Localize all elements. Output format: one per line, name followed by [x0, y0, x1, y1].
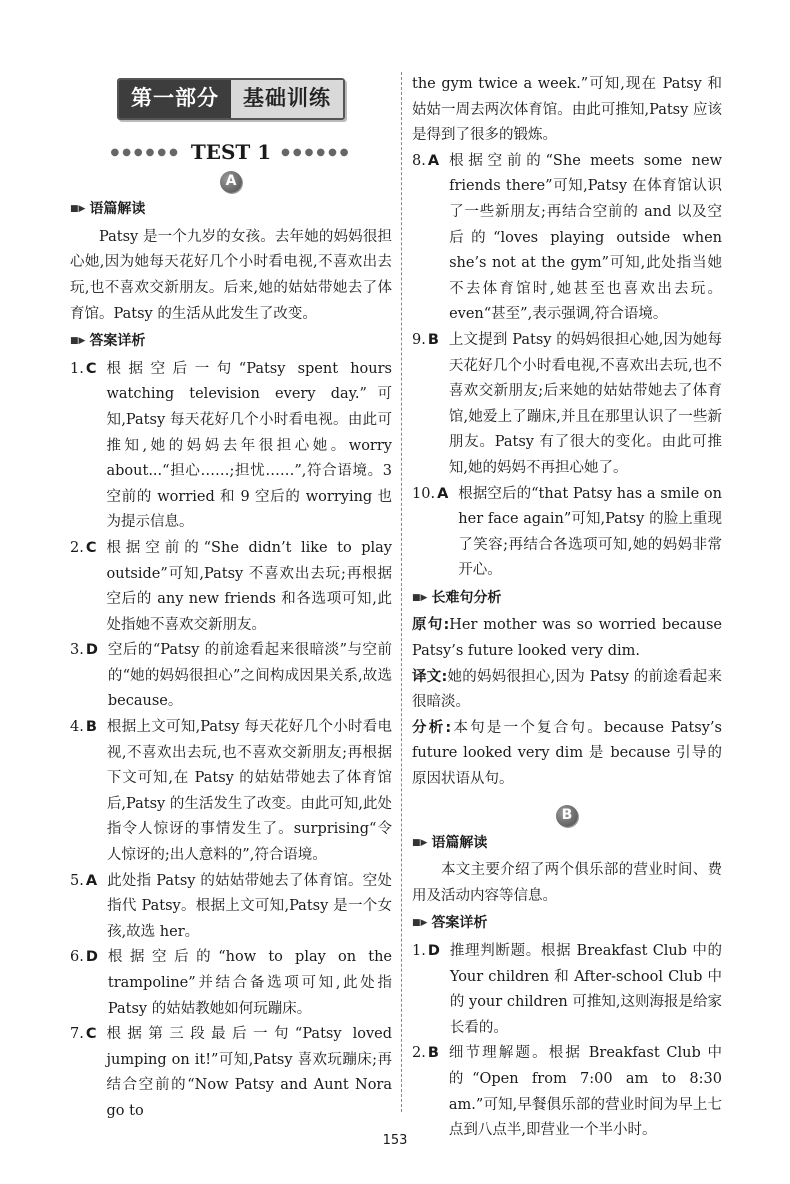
answer-item-text: 根据空前的“She meets some new friends there”可知,Patsy 在体育馆认识了一些新朋友;再结合空前的 and 以及空后的“loves playing outside when she’s not at the gym”可知,此处指当她不去体育馆时,她甚至也喜欢出去玩。even“甚至”,表示强调,符合语境。 — [449, 152, 722, 323]
section-marker-icon: ■▶ — [70, 204, 86, 215]
answer-item — [412, 328, 722, 482]
answer-item — [70, 945, 392, 1022]
answer-item-number: 4. — [70, 719, 84, 736]
answer-item-number: 2. — [412, 1045, 426, 1062]
answer-item-choice: B — [85, 719, 97, 736]
part-label: 第一部分 — [119, 80, 231, 118]
answer-item-text: 细节理解题。根据 Breakfast Club 中的“Open from 7:00 am to 8:30 am.”可知,早餐俱乐部的营业时间为早上七点到八点半,即营业一个半小时。 — [448, 1045, 722, 1139]
part-title: 基础训练 — [231, 80, 343, 118]
answer-item-choice: C — [85, 1026, 97, 1043]
answer-item-number: 1. — [70, 360, 84, 377]
passage-a-reading-head: ■▶ 语篇解读 — [70, 197, 392, 223]
answer-item-choice: A — [85, 872, 98, 889]
answer-item-number: 9. — [412, 331, 426, 348]
answer-item-choice: D — [85, 642, 98, 659]
part-banner — [70, 78, 392, 120]
answer-item — [412, 149, 722, 328]
answer-item — [70, 1022, 392, 1124]
answer-item — [70, 715, 392, 869]
section-marker-icon: ■▶ — [412, 837, 428, 848]
section-marker-icon: ■▶ — [70, 336, 86, 347]
answer-item-number: 5. — [70, 872, 84, 889]
answer-item-number: 7. — [70, 1026, 84, 1043]
answer-item-choice: C — [85, 539, 97, 556]
answer-item-number: 8. — [412, 152, 426, 169]
answer-item-text: 根据空前的“She didn’t like to play outside”可知,Patsy 不喜欢出去玩;再根据空后的 any new friends 和各选项可知,此处指她不喜欢交新朋友。 — [106, 539, 392, 633]
test-title — [70, 140, 392, 166]
column-divider — [401, 72, 402, 1112]
passage-b-answer-head: ■▶ 答案详析 — [412, 911, 722, 937]
answer-item-choice: B — [427, 1045, 439, 1062]
left-column — [70, 72, 392, 1125]
page-number: 153 — [382, 1133, 408, 1148]
answer-item-number: 10. — [412, 485, 436, 502]
answer-item — [70, 536, 392, 638]
answer-item-choice: A — [437, 485, 449, 502]
passage-a-badge — [70, 171, 392, 193]
dots-right-icon: ●●●●●● — [281, 146, 352, 158]
answer-item-choice: D — [427, 943, 440, 959]
dots-left-icon: ●●●●●● — [110, 146, 181, 158]
answer-item-choice: C — [85, 360, 97, 377]
passage-a-answer-head: ■▶ 答案详析 — [70, 329, 392, 355]
answer-item-text: 根据上文可知,Patsy 每天花好几个小时看电视,不喜欢出去玩,也不喜欢交新朋友;再根据下文可知,在 Patsy 的姑姑带她去了体育馆后,Patsy 的生活发生了改变。由此可知,此处指令人惊讶的事情发生了。surprising“令人惊讶的;出人意料的”,符合语境。 — [106, 719, 392, 864]
section-marker-icon: ■▶ — [412, 918, 428, 929]
answer-item — [70, 869, 392, 946]
answer-item-text: 根据空后的“how to play on the trampoline”并结合备选项可知,此处指 Patsy 的姑姑教她如何玩蹦床。 — [107, 949, 392, 1017]
section-marker-icon: ■▶ — [412, 592, 428, 603]
answer-item-text: 空后的“Patsy 的前途看起来很暗淡”与空前的“她的妈妈很担心”之间构成因果关系,故选 because。 — [107, 642, 392, 710]
answer-item-choice: B — [427, 331, 439, 348]
passage-a-reading-text: Patsy 是一个九岁的女孩。去年她的妈妈很担心她,因为她每天花好几个小时看电视,不喜欢出去玩,也不喜欢交新朋友。后来,她的姑姑带她去了体育馆。Patsy 的生活从此发生了改变。 — [70, 228, 392, 322]
answer-item-text: 推理判断题。根据 Breakfast Club 中的 Your children 和 After-school Club 中的 your children 可推知,这则海报是给家长看的。 — [449, 943, 722, 1036]
passage-a-answers-left — [70, 357, 392, 1125]
answer-item-number: 1. — [412, 943, 426, 959]
passage-b-badge-icon: B — [556, 805, 578, 827]
answer-item-text: 上文提到 Patsy 的妈妈很担心她,因为她每天花好几个小时看电视,不喜欢出去玩,也不喜欢交新朋友;后来她的姑姑带她去了体育馆,她爱上了蹦床,并且在那里认识了一些新朋友。Patsy 有了很大的变化。由此可推知,她的妈妈不再担心她了。 — [448, 331, 722, 476]
answer-item-number: 3. — [70, 642, 84, 659]
answer-item-choice: D — [85, 949, 98, 966]
passage-b-reading-head: ■▶ 语篇解读 — [412, 831, 722, 857]
answer-item-text: 根据第三段最后一句“Patsy loved jumping on it!”可知,Patsy 喜欢玩蹦床;再结合空前的“Now Patsy and Aunt Nora go to — [106, 1026, 392, 1119]
passage-a-answers-right — [412, 149, 722, 584]
passage-a-badge-icon: A — [220, 171, 242, 193]
answer-item — [412, 939, 722, 1041]
answer-item-text: 根据空后的“that Patsy has a smile on her face again”可知,Patsy 的脸上重现了笑容;再结合各选项可知,她的妈妈非常开心。 — [458, 485, 722, 579]
long-sentence-head: ■▶ 长难句分析 — [412, 586, 722, 612]
answer-item-choice: A — [427, 152, 440, 169]
answer-item — [70, 638, 392, 715]
passage-b-badge — [412, 805, 722, 827]
passage-b-answers — [412, 939, 722, 1144]
answer-item-number: 6. — [70, 949, 84, 966]
answer-item-text: 根据空后一句“Patsy spent hours watching television every day.”可知,Patsy 每天花好几个小时看电视。由此可推知,她的妈妈去年很担心她。worry about...“担心……;担忧……”,符合语境。3 空前的 worried 和 9 空后的 worrying 也为提示信息。 — [106, 360, 392, 531]
item-7-continuation: the gym twice a week.”可知,现在 Patsy 和姑姑一周去两次体育馆。由此可推知,Patsy 应该是得到了很多的锻炼。 — [412, 76, 722, 144]
passage-b-reading-text: 本文主要介绍了两个俱乐部的营业时间、费用及活动内容等信息。 — [412, 862, 722, 904]
translation: 译文:她的妈妈很担心,因为 Patsy 的前途看起来很暗淡。 — [412, 668, 722, 711]
original-sentence: 原句:Her mother was so worried because Patsy’s future looked very dim. — [412, 617, 722, 660]
answer-item — [70, 357, 392, 536]
answer-item — [412, 1041, 722, 1143]
analysis: 分析:本句是一个复合句。because Patsy’s future looked very dim 是 because 引导的原因状语从句。 — [412, 719, 722, 788]
answer-item — [412, 482, 722, 584]
right-column — [412, 72, 722, 1144]
answer-item-text: 此处指 Patsy 的姑姑带她去了体育馆。空处指代 Patsy。根据上文可知,Patsy 是一个女孩,故选 her。 — [107, 872, 392, 940]
test-title-text: TEST 1 — [190, 139, 272, 164]
answer-item-number: 2. — [70, 539, 84, 556]
